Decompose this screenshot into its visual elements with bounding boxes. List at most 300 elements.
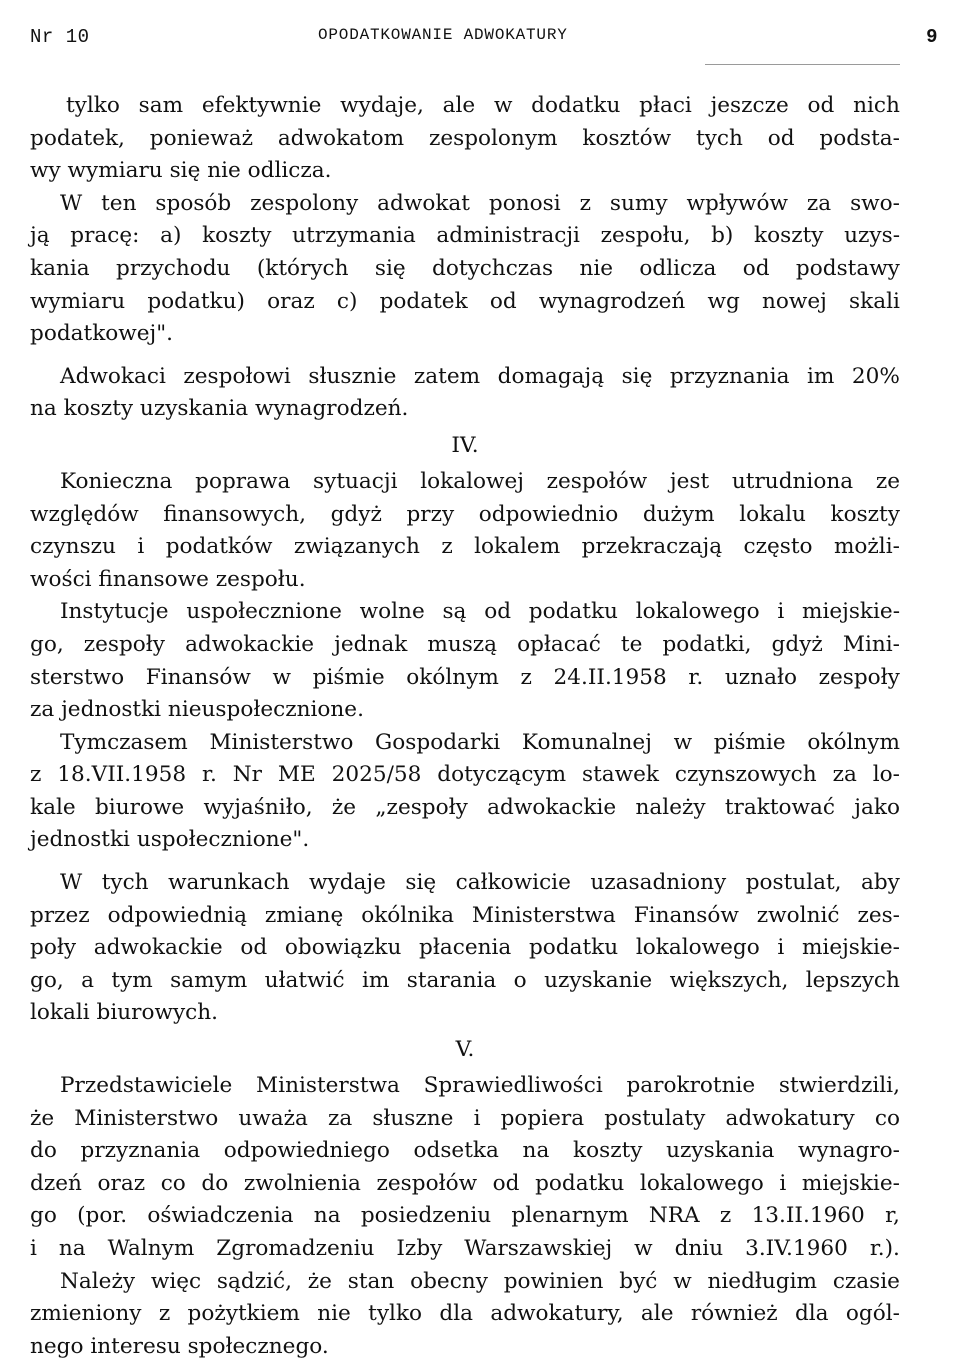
word: uznało — [724, 664, 797, 690]
section-heading: IV. — [451, 432, 479, 458]
word: piśmie — [713, 729, 786, 755]
text-line — [30, 90, 900, 123]
word: W — [60, 870, 83, 896]
word: wpływów — [686, 190, 788, 216]
text-line — [30, 1200, 900, 1233]
text-line: lokali biurowych. — [30, 1000, 219, 1026]
word: podatki, — [662, 631, 752, 657]
word: jeszcze — [710, 93, 789, 118]
text-line: wości finansowe zespołu. — [30, 566, 306, 592]
word: uzys- — [844, 223, 900, 249]
text-line — [30, 253, 900, 286]
word: skali — [849, 288, 900, 314]
text-line — [30, 1266, 900, 1299]
word: obecny — [410, 1268, 488, 1294]
word: wydaje — [309, 870, 386, 896]
word: w — [272, 664, 292, 690]
word: poprawa — [195, 468, 291, 494]
text-line — [30, 1103, 900, 1136]
word: r.). — [869, 1236, 900, 1261]
word: Ministerstwo — [209, 729, 354, 755]
word: swo- — [850, 190, 900, 216]
word: stawek — [582, 762, 660, 788]
word: nie — [317, 1301, 351, 1327]
text-line — [30, 792, 900, 825]
word: sterstwo — [30, 664, 125, 690]
text-line — [30, 662, 900, 695]
word: im — [806, 363, 835, 389]
word: koszty — [754, 223, 824, 249]
word: i — [777, 599, 785, 625]
word: posiedzeniu — [360, 1203, 492, 1229]
word: miejskie- — [801, 599, 900, 625]
paragraph-gap — [30, 857, 900, 867]
word: w — [673, 1268, 692, 1294]
word: od — [240, 935, 268, 961]
word: lokalem — [474, 534, 561, 560]
word: od — [742, 255, 770, 281]
word: stan — [347, 1268, 395, 1294]
word: Ministerstwa — [471, 902, 616, 928]
word: się — [374, 255, 406, 281]
word: i — [137, 534, 145, 560]
word: płaci — [639, 93, 692, 118]
word: podatku — [535, 1170, 625, 1196]
word: wolne — [359, 599, 425, 625]
word: Gospodarki — [375, 729, 501, 755]
word: wyjaśniło, — [203, 794, 313, 820]
word: że — [331, 794, 357, 820]
word: co — [160, 1170, 186, 1196]
word: i — [30, 1236, 37, 1261]
word: podatek, — [30, 125, 125, 151]
word: efektywnie — [201, 93, 322, 118]
word: pracę: — [70, 223, 140, 249]
word: tych — [695, 125, 743, 151]
word: plenarnym — [511, 1203, 629, 1229]
word: starania — [406, 967, 497, 993]
word: o — [513, 967, 527, 993]
word: często — [743, 534, 813, 560]
word: na — [313, 1203, 341, 1229]
word: c) — [336, 288, 358, 314]
article-body — [30, 90, 900, 1363]
word: oraz — [267, 288, 315, 314]
word: koszty — [830, 501, 900, 527]
word: W — [60, 190, 83, 216]
word: sam — [138, 93, 184, 118]
text-line: nego interesu społecznego. — [30, 1333, 329, 1359]
word: uzasadniony — [590, 870, 727, 896]
word: z — [520, 664, 532, 690]
running-header — [30, 26, 938, 56]
word: koszty — [202, 223, 272, 249]
word: gdyż — [771, 631, 823, 657]
word: względów — [30, 501, 139, 527]
word: (których — [256, 255, 349, 281]
word: ale — [640, 1301, 674, 1327]
word: z — [158, 1301, 171, 1327]
word: zespoły — [818, 664, 900, 690]
word: domagają — [497, 363, 605, 389]
word: ponieważ — [149, 125, 253, 151]
word: dotyczącym — [437, 762, 567, 788]
word: okólnika — [361, 902, 454, 928]
word: na — [58, 1236, 86, 1261]
word: podsta- — [819, 125, 900, 151]
word: i — [777, 935, 785, 961]
word: więc — [150, 1268, 202, 1294]
word: uspołecznione — [186, 599, 342, 625]
word: okólnym — [807, 729, 900, 755]
word: w — [493, 93, 513, 118]
word: popiera — [500, 1105, 585, 1131]
word: z — [719, 1203, 732, 1229]
word: zespołów — [546, 468, 648, 494]
word: odlicza — [639, 255, 717, 281]
word: przyznania — [669, 363, 790, 389]
word: zespołu, — [600, 223, 691, 249]
word: być — [619, 1268, 658, 1294]
text-line: na koszty uzyskania wynagrodzeń. — [30, 396, 409, 422]
word: czasie — [832, 1268, 900, 1294]
word: podatku — [528, 599, 618, 625]
word: te — [620, 631, 643, 657]
word: dotychczas — [432, 255, 554, 281]
word: zwolnienia — [243, 1170, 361, 1196]
word: są — [442, 599, 467, 625]
word: „zespoły — [375, 794, 468, 820]
word: wg — [707, 288, 740, 314]
word: z — [30, 762, 42, 788]
word: muszą — [427, 631, 498, 657]
word: Ministerstwo — [74, 1105, 219, 1131]
text-line — [30, 188, 900, 221]
text-line: za jednostki nieuspołecznione. — [30, 697, 364, 723]
word: odpowiednią — [107, 902, 247, 928]
word: zespoły — [83, 631, 166, 657]
word: 20% — [851, 363, 900, 389]
word: ale — [442, 93, 476, 118]
word: się — [621, 363, 653, 389]
word: należy — [635, 794, 706, 820]
word: r. — [688, 664, 704, 690]
word: co — [874, 1105, 900, 1131]
word: lokalowego — [635, 599, 760, 625]
word: się — [405, 870, 437, 896]
word: za — [832, 762, 857, 788]
word: nich — [853, 93, 900, 118]
word: przyznania — [80, 1138, 201, 1164]
word: dużym — [642, 501, 715, 527]
word: Walnym — [107, 1236, 195, 1261]
word: płacenia — [419, 935, 512, 961]
word: oświadczenia — [147, 1203, 294, 1229]
word: uzyskania — [666, 1138, 775, 1164]
word: 3.IV.1960 — [745, 1236, 848, 1261]
word: sumy — [609, 190, 668, 216]
word: dzeń — [30, 1170, 82, 1196]
word: b) — [711, 223, 734, 249]
word: podatków — [165, 534, 273, 560]
word: stwierdzili, — [778, 1073, 900, 1099]
word: tylko — [368, 1301, 423, 1327]
word: postulat, — [745, 870, 842, 896]
word: opłacać — [517, 631, 601, 657]
word: możli- — [833, 534, 900, 560]
word: lepszych — [805, 967, 900, 993]
word: od — [492, 1170, 520, 1196]
text-line — [30, 531, 900, 564]
word: biurowe — [94, 794, 185, 820]
word: że — [307, 1268, 332, 1294]
running-title: OPODATKOWANIE ADWOKATURY — [318, 26, 568, 44]
word: administracji — [436, 223, 580, 249]
text-line: podatkowej". — [30, 321, 174, 347]
word: aby — [860, 870, 900, 896]
word: Warszawskiej — [464, 1236, 613, 1261]
word: zespołów — [376, 1170, 478, 1196]
word: Przedstawiciele — [60, 1073, 233, 1099]
word: zespołowi — [183, 363, 291, 389]
text-line: wy wymiaru się nie odlicza. — [30, 158, 332, 184]
word: Finansów — [145, 664, 251, 690]
word: od — [807, 93, 835, 118]
word: sposób — [155, 190, 232, 216]
text-line — [30, 759, 900, 792]
word: wynagro- — [798, 1138, 900, 1164]
text-line — [30, 1233, 900, 1266]
word: za — [327, 1105, 353, 1131]
word: zatem — [413, 363, 481, 389]
word: Adwokaci — [60, 363, 166, 389]
text-line — [30, 965, 900, 998]
word: lokalu — [739, 501, 806, 527]
word: i — [473, 1105, 481, 1131]
word: Finansów — [633, 902, 739, 928]
word: miejskie- — [801, 1170, 900, 1196]
word: nowej — [761, 288, 827, 314]
word: 24.II.1958 — [553, 664, 667, 690]
word: im — [361, 967, 390, 993]
word: z — [579, 190, 591, 216]
text-line — [30, 1135, 900, 1168]
word: zes- — [857, 902, 900, 928]
word: oraz — [97, 1170, 146, 1196]
word: zespolonym — [428, 125, 558, 151]
word: adwokat — [377, 190, 470, 216]
word: miejskie- — [801, 935, 900, 961]
word: sytuacji — [313, 468, 398, 494]
word: uważa — [238, 1105, 308, 1131]
word: że — [30, 1105, 55, 1131]
word: Instytucje — [60, 599, 169, 625]
word: r. — [202, 762, 217, 788]
word: również — [690, 1301, 778, 1327]
word: go, — [30, 967, 64, 993]
word: podstawy — [795, 255, 900, 281]
word: odsetka — [413, 1138, 499, 1164]
word: Konieczna — [60, 468, 173, 494]
word: przez — [30, 902, 90, 928]
word: sądzić, — [216, 1268, 292, 1294]
word: od — [484, 599, 512, 625]
word: zmieniony — [30, 1301, 142, 1327]
word: zwolnić — [756, 902, 840, 928]
word: dla — [439, 1301, 473, 1327]
word: traktować — [724, 794, 835, 820]
word: samym — [170, 967, 248, 993]
text-line — [30, 1168, 900, 1201]
word: okólnym — [406, 664, 499, 690]
word: za — [806, 190, 832, 216]
word: i — [779, 1170, 787, 1196]
word: czynszowych — [674, 762, 817, 788]
page-number: 9 — [926, 26, 938, 48]
word: Tymczasem — [60, 729, 188, 755]
word: uzyskanie — [544, 967, 653, 993]
word: 13.II.1960 — [751, 1203, 865, 1229]
word: niedługim — [707, 1268, 818, 1294]
word: kosztów — [582, 125, 672, 151]
word: przy — [406, 501, 455, 527]
word: od — [767, 125, 795, 151]
word: go — [30, 1203, 57, 1229]
word: podatku) — [147, 288, 245, 314]
word: czynszu — [30, 534, 116, 560]
word: jest — [669, 468, 710, 494]
word: zespolony — [250, 190, 359, 216]
word: od — [489, 288, 517, 314]
word: ogól- — [845, 1301, 900, 1327]
word: zmianę — [264, 902, 344, 928]
word: do — [201, 1170, 229, 1196]
word: tym — [111, 967, 153, 993]
text-line — [30, 123, 900, 156]
text-line — [30, 286, 900, 319]
word: do — [30, 1138, 57, 1164]
word: utrudniona — [731, 468, 854, 494]
word: ze — [875, 468, 900, 494]
word: lo- — [872, 762, 900, 788]
word: utrzymania — [292, 223, 416, 249]
word: całkowicie — [455, 870, 571, 896]
text-line — [30, 361, 900, 394]
word: postulaty — [604, 1105, 706, 1131]
word: (por. — [77, 1203, 128, 1229]
word: a — [81, 967, 94, 993]
word: warunkach — [168, 870, 290, 896]
word: Sprawiedliwości — [423, 1073, 603, 1099]
word: kale — [30, 794, 76, 820]
header-rule — [705, 64, 900, 65]
word: obowiązku — [284, 935, 402, 961]
word: pożytkiem — [187, 1301, 300, 1327]
word: Nr — [232, 762, 262, 788]
word: słuszne — [372, 1105, 454, 1131]
text-line — [30, 900, 900, 933]
text-line — [30, 867, 900, 900]
word: gdyż — [330, 501, 382, 527]
word: większych, — [669, 967, 789, 993]
word: ten — [101, 190, 137, 216]
word: ponosi — [488, 190, 561, 216]
text-line — [30, 466, 900, 499]
text-line — [30, 499, 900, 532]
word: ME — [277, 762, 316, 788]
word: go, — [30, 631, 64, 657]
word: adwokackie — [93, 935, 223, 961]
issue-number: Nr 10 — [30, 26, 90, 48]
word: nie — [579, 255, 614, 281]
word: adwokackie — [185, 631, 315, 657]
word: Izby — [396, 1236, 443, 1261]
word: podatku — [528, 935, 619, 961]
word: finansowych, — [163, 501, 307, 527]
word: r, — [885, 1203, 900, 1229]
text-line — [30, 1070, 900, 1103]
word: parokrotnie — [626, 1073, 756, 1099]
text-line — [30, 629, 900, 662]
word: odpowiedniego — [223, 1138, 390, 1164]
word: 2025/58 — [331, 762, 422, 788]
word: na — [522, 1138, 550, 1164]
word: piśmie — [312, 664, 385, 690]
word: NRA — [648, 1203, 700, 1229]
word: Mini- — [842, 631, 900, 657]
word: a) — [160, 223, 182, 249]
word: podatek — [379, 288, 468, 314]
word: adwokatury — [725, 1105, 855, 1131]
word: poły — [30, 935, 77, 961]
word: lokalowego — [639, 1170, 764, 1196]
text-line — [30, 1298, 900, 1331]
word: z — [441, 534, 453, 560]
word: dniu — [674, 1236, 724, 1261]
paragraph-gap — [30, 351, 900, 361]
word: przychodu — [116, 255, 231, 281]
word: wynagrodzeń — [538, 288, 686, 314]
word: adwokackie — [487, 794, 617, 820]
word: ją — [30, 223, 50, 249]
word: ułatwić — [264, 967, 345, 993]
word: dla — [794, 1301, 829, 1327]
word: słusznie — [308, 363, 397, 389]
text-line: jednostki uspołecznione". — [30, 827, 310, 853]
word: powinien — [503, 1268, 604, 1294]
word: tylko — [66, 93, 120, 118]
word: adwokatom — [277, 125, 405, 151]
word: Należy — [60, 1268, 136, 1294]
text-line — [30, 596, 900, 629]
word: koszty — [573, 1138, 643, 1164]
word: kania — [30, 255, 90, 281]
word: wydaje, — [340, 93, 424, 118]
word: jako — [854, 794, 900, 820]
word: odpowiednio — [478, 501, 619, 527]
word: lokalowej — [420, 468, 524, 494]
text-line — [30, 220, 900, 253]
word: w — [673, 729, 693, 755]
word: 18.VII.1958 — [57, 762, 187, 788]
word: w — [634, 1236, 653, 1261]
word: lokalowego — [635, 935, 760, 961]
word: Ministerstwa — [256, 1073, 400, 1099]
word: Zgromadzeniu — [216, 1236, 375, 1261]
word: wymiaru — [30, 288, 126, 314]
word: Komunalnej — [521, 729, 652, 755]
word: przekraczają — [581, 534, 723, 560]
